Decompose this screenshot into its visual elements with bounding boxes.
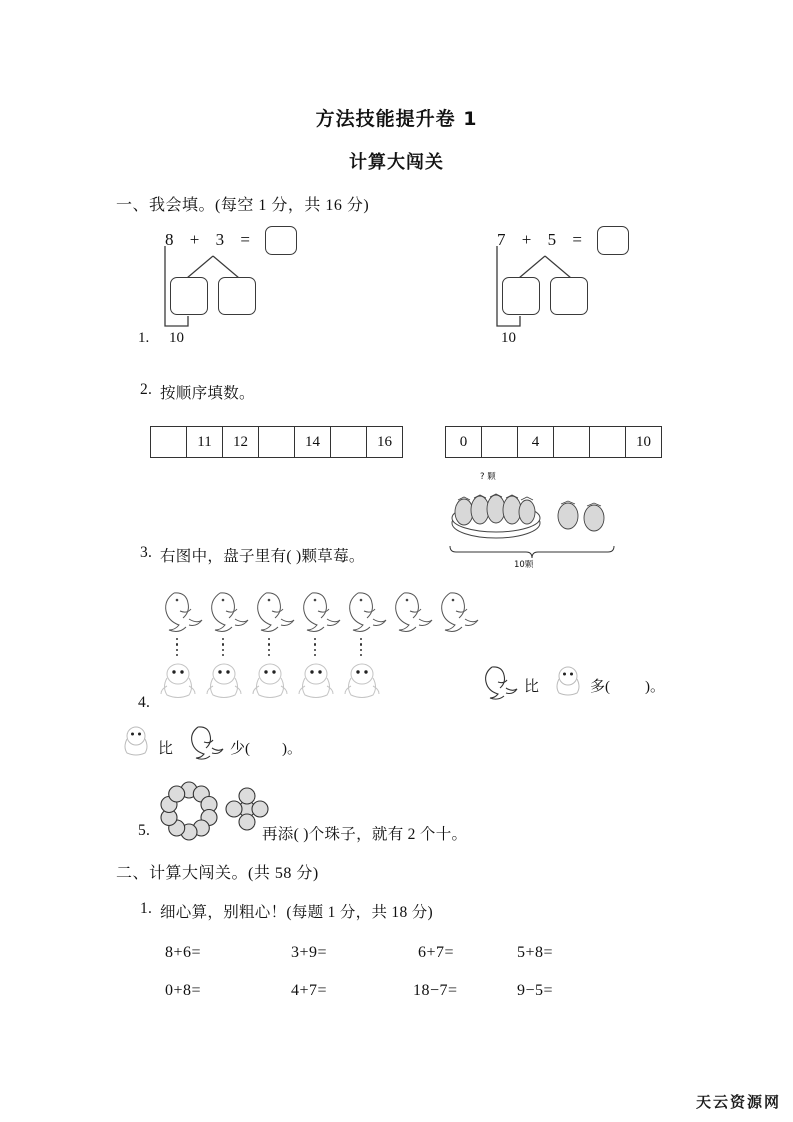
section-two-heading: 二、计算大闯关。(共 58 分) [116, 865, 319, 882]
q1-right-diagram [487, 230, 667, 350]
strip-cell: 16 [377, 433, 392, 450]
calc-expression[interactable]: 9−5= [517, 982, 554, 999]
q4-animal-figure [160, 586, 490, 706]
calc-expression[interactable]: 8+6= [165, 944, 202, 961]
q3-total-label: 10颗 [514, 560, 534, 570]
dot [176, 649, 178, 651]
q4-line2-less-word[interactable]: 少( [230, 741, 250, 757]
q2-number-strip-right[interactable] [445, 426, 662, 458]
strip-cell: 12 [223, 427, 259, 457]
q4-dolphin-row [160, 586, 490, 642]
bead [239, 814, 255, 830]
dot [268, 649, 270, 651]
q1-left-operand-a: 8 [165, 230, 176, 249]
q1-left-diagram [155, 230, 335, 350]
strip-cell: 0 [446, 427, 482, 457]
q1-right-plus: + [521, 230, 534, 249]
q1-left-operand-b: 3 [215, 230, 227, 249]
dot [314, 654, 316, 656]
q5-number: 5. [138, 822, 151, 839]
section-two-q1-number: 1. [140, 900, 153, 917]
q4-line2-close: )。 [282, 741, 302, 757]
dot [222, 638, 224, 640]
seal-icon [253, 664, 287, 698]
q5-text: 再添( )个珠子，就有 2 个十。 [262, 826, 468, 843]
q1-right-operand-a: 7 [497, 230, 508, 249]
bead [239, 788, 255, 804]
strip-cell[interactable] [331, 427, 367, 457]
q4-line1-close: )。 [645, 679, 665, 695]
strip-cell: 11 [187, 427, 223, 457]
q2-number: 2. [140, 381, 153, 398]
dot [176, 654, 178, 656]
dolphin-icon [350, 593, 386, 632]
strip-cell[interactable] [482, 427, 518, 457]
dolphin-icon [258, 593, 294, 632]
dot [222, 649, 224, 651]
q4-compare-line-1 [480, 663, 710, 703]
dotted-link [314, 638, 316, 660]
dotted-link [360, 638, 362, 660]
strip-cell: 4 [518, 427, 554, 457]
q1-right-bracket-label: 10 [501, 330, 516, 346]
dot [176, 638, 178, 640]
dot [222, 643, 224, 645]
seal-icon [554, 663, 582, 697]
q1-left-plus: + [189, 230, 202, 249]
q4-compare-line-2 [122, 723, 362, 763]
q4-line1-more-word[interactable]: 多( [590, 679, 610, 695]
seal-icon [122, 723, 150, 757]
dot [360, 643, 362, 645]
q4-seal-row [160, 658, 490, 714]
q3-text: 右图中，盘子里有( )颗草莓。 [160, 548, 365, 565]
bead [169, 786, 185, 802]
calc-expression[interactable]: 3+9= [291, 944, 328, 961]
dolphin-icon [212, 593, 248, 632]
dot [268, 654, 270, 656]
section-one-heading: 一、我会填。(每空 1 分，共 16 分) [116, 197, 370, 214]
watermark: 天云资源网 [695, 1093, 781, 1111]
calc-expression[interactable]: 4+7= [291, 982, 328, 999]
dolphin-icon [166, 593, 202, 632]
seal-icon [161, 664, 195, 698]
dolphin-icon [396, 593, 432, 632]
dot [268, 638, 270, 640]
strip-cell[interactable] [259, 427, 295, 457]
strip-cell[interactable] [554, 427, 590, 457]
page-title: 方法技能提升卷 1 [315, 108, 478, 130]
strip-cell[interactable] [151, 427, 187, 457]
strip-cell[interactable] [590, 427, 626, 457]
calc-expression[interactable]: 5+8= [517, 944, 554, 961]
seal-icon [345, 664, 379, 698]
q1-right-operand-b: 5 [547, 230, 559, 249]
dolphin-icon [480, 663, 520, 699]
seal-icon [299, 664, 333, 698]
dot [268, 643, 270, 645]
bead [252, 801, 268, 817]
dolphin-icon [442, 593, 478, 632]
calc-expression[interactable]: 18−7= [413, 982, 458, 999]
q3-plate-label: ? 颗 [480, 472, 496, 482]
strip-cell: 14 [295, 427, 331, 457]
dotted-link [176, 638, 178, 660]
q1-number: 1. [138, 330, 150, 346]
dot [360, 649, 362, 651]
q3-plate-drawing [448, 480, 628, 566]
page-subtitle: 计算大闯关 [349, 152, 444, 173]
q3-number: 3. [140, 544, 153, 561]
q3-strawberry-figure [448, 470, 628, 570]
dot [314, 649, 316, 651]
q2-text: 按顺序填数。 [160, 385, 255, 402]
q1-left-bracket-label: 10 [169, 330, 184, 346]
bead [226, 801, 242, 817]
q4-line1-compare-word: 比 [524, 679, 540, 695]
dolphin-icon [186, 723, 226, 759]
dot [314, 643, 316, 645]
dotted-link [268, 638, 270, 660]
q4-number: 4. [138, 694, 151, 711]
section-two-q1-text: 细心算，别粗心！(每题 1 分，共 18 分) [160, 904, 433, 921]
dotted-link [222, 638, 224, 660]
dot [222, 654, 224, 656]
dot [314, 638, 316, 640]
strip-cell: 10 [636, 433, 651, 450]
q1-right-bracket [487, 244, 667, 344]
seal-icon [207, 664, 241, 698]
q4-line2-compare-word: 比 [158, 741, 174, 757]
q1-right-equals: = [572, 230, 584, 249]
q1-left-bracket [155, 244, 335, 344]
q1-left-equals: = [240, 230, 252, 249]
dot [176, 643, 178, 645]
dolphin-icon [304, 593, 340, 632]
calc-expression[interactable]: 6+7= [418, 944, 455, 961]
dot [360, 638, 362, 640]
dot [360, 654, 362, 656]
calc-expression[interactable]: 0+8= [165, 982, 202, 999]
q2-number-strip-left[interactable] [150, 426, 403, 458]
